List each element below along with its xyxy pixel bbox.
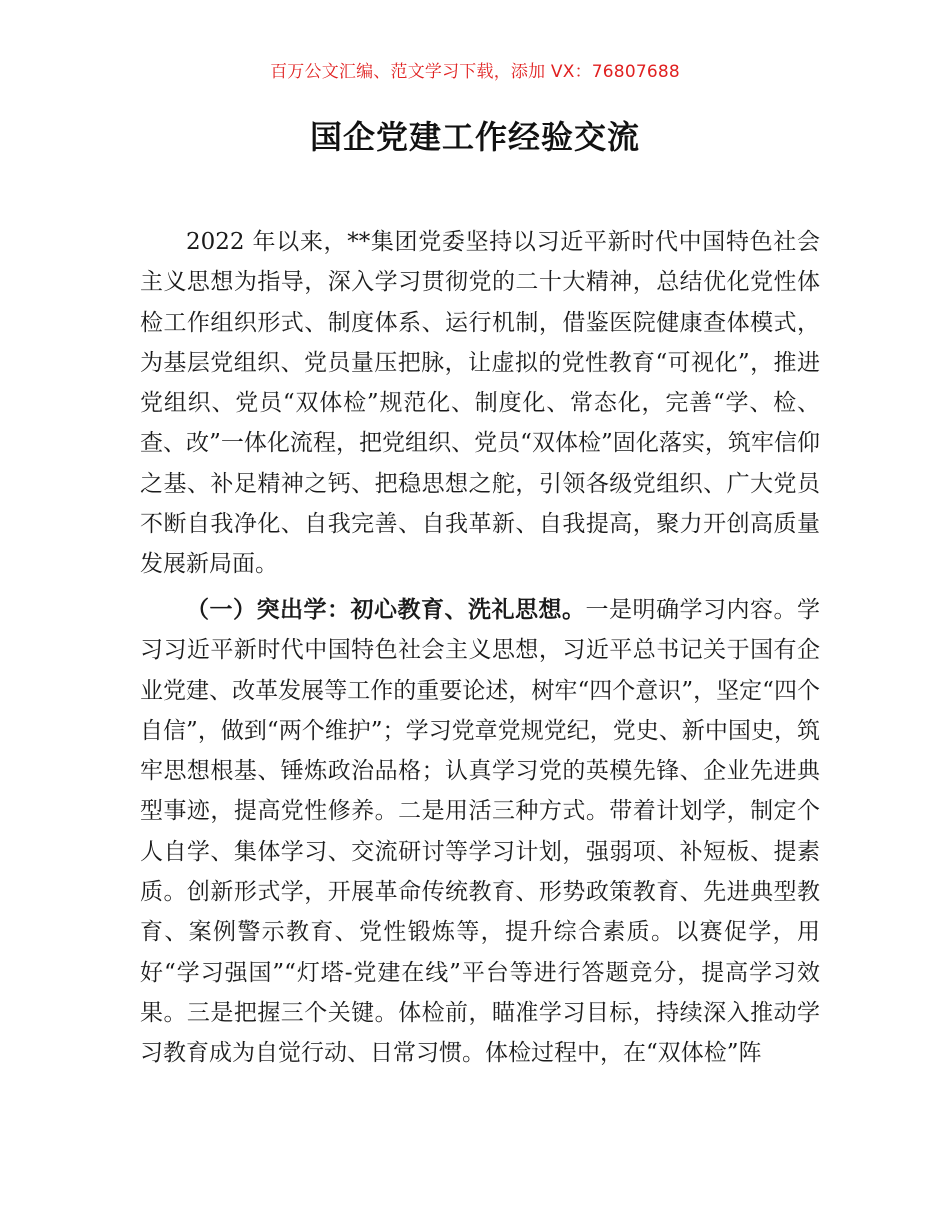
document-title: 国企党建工作经验交流 xyxy=(309,118,640,156)
section-1-heading: （一）突出学：初心教育、洗礼思想。 xyxy=(186,596,586,623)
paragraph-intro-text: 2022 年以来，**集团党委坚持以习近平新时代中国特色社会主义思想为指导，深入学习贯彻党的二十大精神，总结优化党性体检工作组织形式、制度体系、运行机制，借鉴医院健康查体模式，为基层党组织、党员量压把脉，让虚拟的党性教育“可视化”，推进党组织、党员“双体检”规范化、制度化、常态化，完善“学、检、查、改”一体化流程，把党组织、党员“双体检”固化落实，筑牢信仰之基、补足精神之钙、把稳思想之舵，引领各级党组织、广大党员不断自我净化、自我完善、自我革新、自我提高，聚力开创高质量发展新局面。 xyxy=(140,229,820,578)
paragraph-intro xyxy=(140,222,820,585)
paragraph-section-1 xyxy=(140,590,820,1074)
paragraph-section-1-text: 一是明确学习内容。学习习近平新时代中国特色社会主义思想，习近平总书记关于国有企业党建、改革发展等工作的重要论述，树牢“四个意识”，坚定“四个自信”，做到“两个维护”；学习党章党规党纪，党史、新中国史，筑牢思想根基、锤炼政治品格；认真学习党的英模先锋、企业先进典型事迹，提高党性修养。二是用活三种方式。带着计划学，制定个人自学、集体学习、交流研讨等学习计划，强弱项、补短板、提素质。创新形式学，开展革命传统教育、形势政策教育、先进典型教育、案例警示教育、党性锻炼等，提升综合素质。以赛促学，用好“学习强国”“灯塔-党建在线”平台等进行答题竞分，提高学习效果。三是把握三个关键。体检前，瞄准学习目标，持续深入推动学习教育成为自觉行动、日常习惯。体检过程中，在“双体检”阵 xyxy=(140,597,820,1067)
header-banner: 百万公文汇编、范文学习下载，添加 VX：76807688 xyxy=(270,62,680,82)
